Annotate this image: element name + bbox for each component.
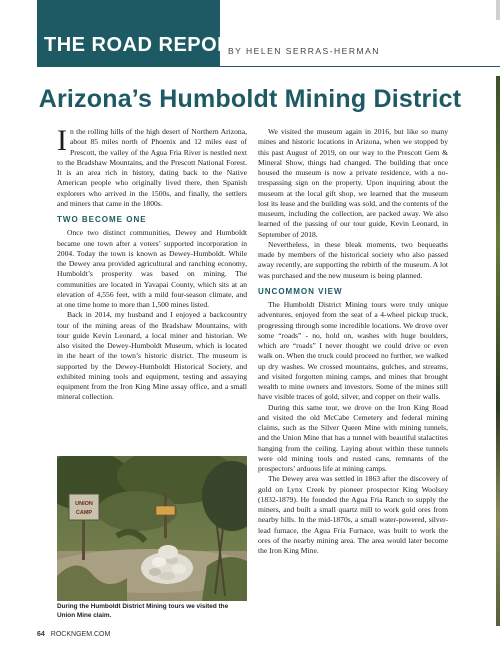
page-number: 64 (37, 631, 45, 638)
paragraph: The Dewey area was settled in 1863 after the discovery of gold on Lynx Creek by pioneer prospector King Woolsey (1832-1879). He founded the Agua Fria Ranch to supply the miners, and built a small quartz mill to work gold ores from nearby hills. In the mid-1870s, a small water-powered, silver-lead furnace, the Agua Fria Furnace, was built to work the ores of the nearby mining area. The area would later become the Iron King Mine. (258, 474, 448, 555)
paragraph: Nevertheless, in these bleak moments, two bequeaths made by members of the historical society who also passed away recently, are supporting the rebirth of the museum. A lot was purchased and the new museum is being planned. (258, 239, 448, 280)
subhead-two-become-one: TWO BECOME ONE (57, 215, 147, 224)
article-headline: Arizona’s Humboldt Mining District (38, 85, 462, 113)
facing-page-edge-photo (496, 76, 500, 626)
union-mine-photo (57, 456, 247, 601)
paragraph: During this same tour, we drove on the Iron King Road and visited the old McCabe Cemetery and federal mining claims, such as the Silver Queen Mine with mining tunnels, and the Union Mine that has a tunnel with beautiful stalactites hanging from the ceiling. Laying about within these tunnels were old mining tools and rusted cans, remnants of the prospectors’ arduous life at mining camps. (258, 402, 448, 473)
header-rule (220, 66, 500, 67)
paragraph: The Humboldt District Mining tours were truly unique adventures, enjoyed from the seat of a 4-wheel pickup truck, progressing through some incredible locations. We drove over some “roads” - no, hold on, washes with huge boulders, which are “roads” I never thought we could drive or even walk on. When the truck could proceed no further, we walked up dry washes. We crossed mountains, gulches, and streams, and visited forgotten mining camps, and mines that brought wealth to mine owners and investors. Some of the mines still have visible traces of gold, silver, and copper on their walls. (258, 300, 448, 402)
paragraph: Once two distinct communities, Dewey and Humboldt became one town after a voters’ supported incorporation in 2004. Today the town is known as Dewey-Humboldt. While the Dewey area provided agricultural and ranching economy, Humboldt’s prosperity was based on mining. The communities are located in Yavapai County, which sits at an elevation of 4,556 feet, with a mild four-season climate, and at one time home to more than 1,500 mines listed. (57, 228, 247, 309)
intro-text: n the rolling hills of the high desert of Northern Arizona, about 85 miles north of Phoenix and 12 miles east of Prescott, the valley of the Agua Fria River is nestled next to the Bradshaw Mountains, and the Prescott National Forest. It is an area rich in history, dating back to the Native American people who originally lived there, then Spanish explorers who arrived in the 1500s, and finally, the settlers and miners that came in the 1800s. (57, 127, 247, 208)
svg-text:CAMP: CAMP (75, 510, 93, 516)
byline: BY HELEN SERRAS-HERMAN (228, 46, 380, 56)
paragraph: Back in 2014, my husband and I enjoyed a backcountry tour of the mining areas of the Bradshaw Mountains, with tour guide Kevin Leonard, a local miner and historian. We also visited the Dewey-Humboldt Museum, which is located in the heart of the town’s historic district. The museum is supported by the Dewey-Humboldt Historical Society, and exhibited mining tools and equipment, testing and assaying equipment from the Iron King Mine assay office, and a small mineral collection. (57, 310, 247, 402)
paragraph: We visited the museum again in 2016, but like so many mines and historic locations in Arizona, when we stopped by this past August of 2019, on our way to the Prescott Gem & Mineral Show, things had changed. The building that once housed the museum is now a private residence, with a no-trespassing sign on the property. Upon inquiring about the museum at the local gift shop, we learned that the museum lost its lease and the building was sold, and the contents of the museum, including the collection, are packed away. We also learned of the passing of our tour guide, Kevin Leonard, in September of 2018. (258, 127, 448, 239)
section-title: THE ROAD REPORT (44, 34, 245, 56)
facing-page-edge-top (496, 0, 500, 20)
subhead-uncommon-view: UNCOMMON VIEW (258, 286, 343, 296)
drop-cap: I (57, 124, 67, 157)
article-column-left (57, 124, 247, 403)
footer-site: ROCKNGEM.COM (50, 631, 111, 638)
page-footer (37, 631, 110, 638)
article-column-right (258, 127, 448, 556)
svg-text:UNION: UNION (75, 501, 93, 507)
photo-caption: During the Humboldt District Mining tours we visited the Union Mine claim. (57, 603, 229, 619)
intro-paragraph (57, 124, 247, 209)
